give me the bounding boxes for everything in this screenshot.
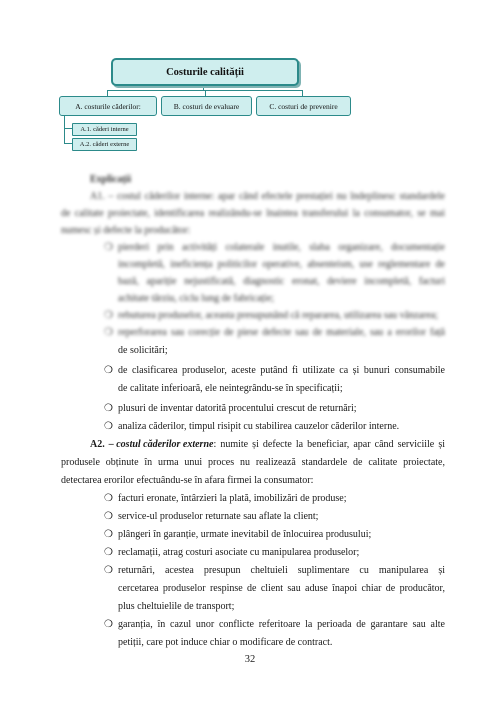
blurred-bullet-line: reperforarea sau corecție de piese defecte sau de materiale, sau a erorilor față — [118, 327, 445, 338]
cost-diagram — [0, 0, 500, 160]
explanations-heading: Explicații — [90, 174, 132, 185]
blurred-paragraph-line: A1. – costul căderilor interne: apar când efectele prestației nu îndeplinesc standardele — [90, 191, 445, 202]
diagram-branch-c: C. costuri de prevenire — [256, 96, 351, 116]
blurred-bullet-line: pierderi prin activități colaterale inutile, slaba organizare, documentație — [118, 242, 445, 253]
bullet-icon: ❍ — [104, 242, 113, 253]
blurred-bullet-line: achitate târziu, ciclu lung de fabricație; — [118, 293, 275, 304]
bullet-line: cercetarea produselor respinse de client sau aduse înapoi chiar de producător, — [118, 583, 445, 594]
bullet-line: analiza căderilor, timpul risipit cu stabilirea cauzelor căderilor interne. — [118, 421, 400, 432]
diagram-branch-b: B. costuri de evaluare — [161, 96, 252, 116]
bullet-icon: ❍ — [104, 403, 113, 414]
bullet-line: petiții, care pot induce chiar o modificare de contract. — [118, 637, 333, 648]
bullet-icon: ❍ — [104, 310, 113, 321]
connector — [64, 128, 72, 129]
blurred-paragraph-line: de calitate proiectate, identificarea realizându-se înaintea transferului la consumator, se mai — [61, 208, 445, 219]
bullet-icon: ❍ — [104, 565, 113, 576]
a2-heading-line — [90, 438, 445, 451]
bullet-icon: ❍ — [104, 619, 113, 630]
bullet-line: service-ul produselor returnate sau aflate la client; — [118, 511, 319, 522]
bullet-icon: ❍ — [104, 421, 113, 432]
connector — [64, 115, 65, 144]
blurred-bullet-line: rebuturea produselor, aceasta presupunând că repararea, utilizarea sau vânzarea; — [118, 310, 438, 321]
bullet-line: de calitate inferioară, ele neintegrându-se în specificații; — [118, 383, 343, 394]
bullet-line: reclamații, atrag costuri asociate cu manipularea produselor; — [118, 547, 360, 558]
diagram-subitem-a2: A.2. căderi externe — [72, 138, 137, 151]
bullet-icon: ❍ — [104, 529, 113, 540]
bullet-line: plus cheltuielile de transport; — [118, 601, 235, 612]
bullet-icon: ❍ — [104, 327, 113, 338]
a2-line1-rest: : numite și defecte la beneficiar, apar când serviciile și — [213, 439, 445, 450]
bullet-line: plângeri în garanție, urmate inevitabil de înlocuirea produsului; — [118, 529, 372, 540]
a2-paragraph-line: detectarea erorilor efectuându-se în afara firmei la consumator: — [61, 475, 314, 486]
connector — [64, 143, 72, 144]
diagram-branch-a: A. costurile căderilor: — [59, 96, 157, 116]
bullet-line: garanția, în cazul unor conflicte referitoare la perioada de garantare sau alte — [118, 619, 445, 630]
diagram-subitem-a1: A.1. căderi interne — [72, 123, 137, 136]
bullet-icon: ❍ — [104, 511, 113, 522]
a2-label: A2. — [90, 439, 105, 450]
blurred-bullet-line: bază, apariție nejustificată, diagnostic eronat, deviere incompletă, facturi — [118, 276, 445, 287]
diagram-root-box: Costurile calității — [111, 58, 299, 86]
bullet-icon: ❍ — [104, 547, 113, 558]
blurred-bullet-line: incompletă, ineficiența politicilor operative, absenteism, use reglementare de — [118, 259, 445, 270]
a2-paragraph-line: produsele obținute în urma unui proces nu realizează standardele de calitate proiectate, — [61, 457, 445, 468]
bullet-line: facturi eronate, întârzieri la plată, imobilizări de produse; — [118, 493, 347, 504]
bullet-icon: ❍ — [104, 365, 113, 376]
a2-term: – costul căderilor externe — [108, 439, 214, 450]
continuation-line: de solicitări; — [118, 345, 168, 356]
bullet-line: de clasificarea produselor, aceste putând fi utilizate ca și bunuri consumabile — [118, 365, 445, 376]
blurred-paragraph-line: numesc și defecte la producător: — [61, 225, 191, 236]
bullet-icon: ❍ — [104, 493, 113, 504]
page-number: 32 — [244, 654, 256, 665]
bullet-line: returnări, acestea presupun cheltuieli suplimentare cu manipularea și — [118, 565, 445, 576]
bullet-line: plusuri de inventar datorită procentului crescut de returnări; — [118, 403, 357, 414]
